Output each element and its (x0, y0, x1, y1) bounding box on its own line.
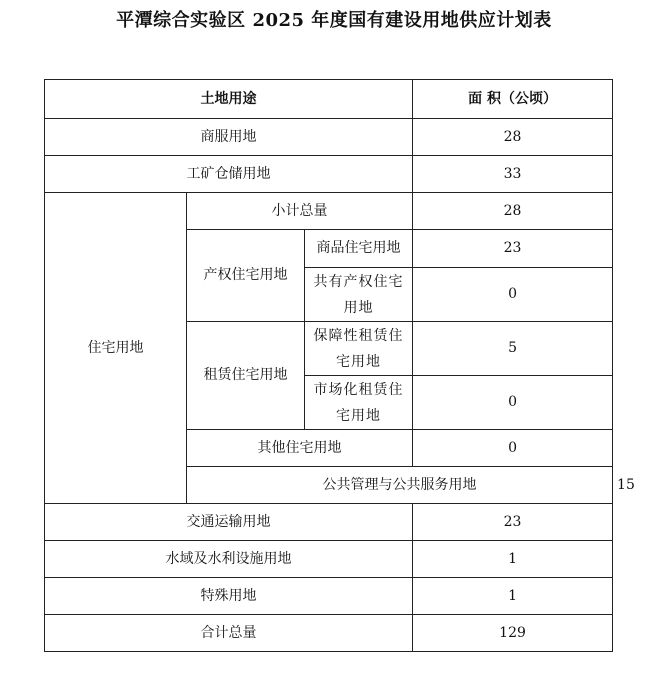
row-label-commodity: 商品住宅用地 (305, 230, 413, 268)
row-value-subtotal: 28 (413, 193, 613, 230)
row-value-market: 0 (413, 376, 613, 430)
table-row: 公共管理与公共服务用地 15 (45, 467, 613, 504)
table-header-row (45, 80, 613, 119)
row-value-commercial: 28 (413, 119, 613, 156)
table-row (45, 193, 613, 230)
row-label-industrial: 工矿仓储用地 (45, 156, 413, 193)
row-value-commodity: 23 (413, 230, 613, 268)
row-label-special: 特殊用地 (45, 578, 413, 615)
row-label-rental: 租赁住宅用地 (187, 322, 305, 430)
land-supply-table (44, 79, 635, 652)
row-label-other: 其他住宅用地 (187, 430, 413, 467)
row-value-total: 129 (413, 615, 613, 652)
row-label-commercial: 商服用地 (45, 119, 413, 156)
row-value-other: 0 (413, 430, 613, 467)
row-label-shared: 共有产权住宅用地 (305, 268, 413, 322)
row-label-transport: 交通运输用地 (45, 504, 413, 541)
table-row (45, 119, 613, 156)
header-use: 土地用途 (45, 80, 413, 119)
table-row (45, 578, 613, 615)
row-value-shared: 0 (413, 268, 613, 322)
row-value-industrial: 33 (413, 156, 613, 193)
table-row (45, 156, 613, 193)
row-label-total: 合计总量 (45, 615, 413, 652)
row-value-special: 1 (413, 578, 613, 615)
row-label-property: 产权住宅用地 (187, 230, 305, 322)
row-label-market: 市场化租赁住宅用地 (305, 376, 413, 430)
table-row (45, 504, 613, 541)
header-area: 面 积（公顷） (413, 80, 613, 119)
row-value-affordable: 5 (413, 322, 613, 376)
row-label-residential: 住宅用地 (45, 193, 187, 504)
page-title: 平潭综合实验区 2025 年度国有建设用地供应计划表 (116, 10, 552, 31)
row-value-transport: 23 (413, 504, 613, 541)
table-row (45, 541, 613, 578)
row-value-water: 1 (413, 541, 613, 578)
row-label-subtotal: 小计总量 (187, 193, 413, 230)
row-label-affordable: 保障性租赁住宅用地 (305, 322, 413, 376)
row-label-water: 水域及水利设施用地 (45, 541, 413, 578)
row-label-public: 公共管理与公共服务用地 (187, 467, 613, 504)
table-row (45, 615, 613, 652)
